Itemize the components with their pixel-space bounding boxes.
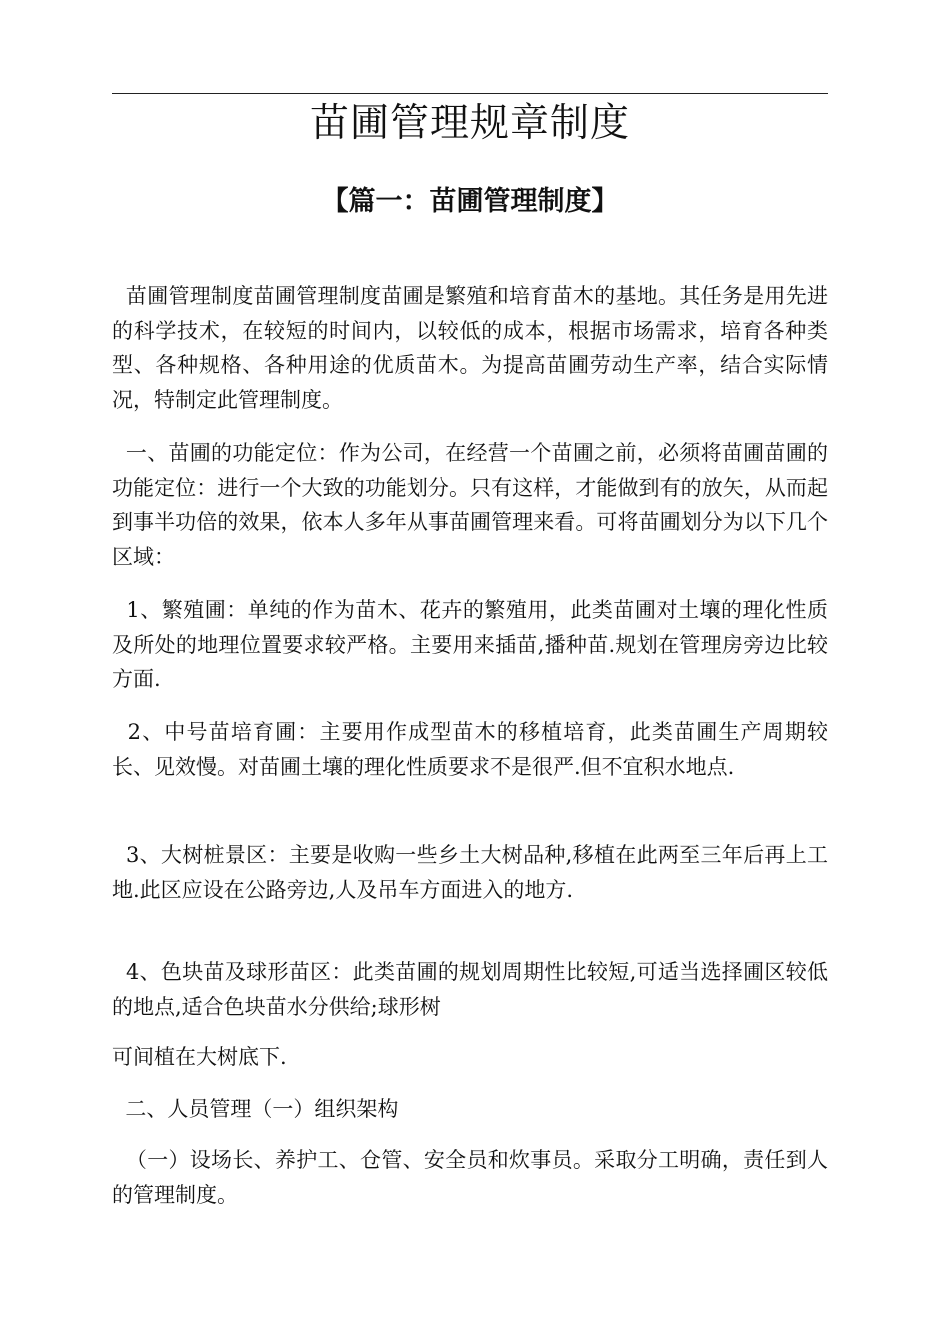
paragraph-medium-seedling-nursery: 2、中号苗培育圃：主要用作成型苗木的移植培育，此类苗圃生产周期较长、见效慢。对苗圃土壤的理化性质要求不是很严.但不宜积水地点. <box>112 720 828 779</box>
paragraph-breeding-nursery: 1、繁殖圃：单纯的作为苗木、花卉的繁殖用，此类苗圃对土壤的理化性质及所处的地理位置要求较严格。主要用来插苗,播种苗.规划在管理房旁边比较方面. <box>112 598 828 692</box>
header-rule <box>112 93 828 94</box>
section-subtitle: 【篇一：苗圃管理制度】 <box>321 186 619 217</box>
document-title: 苗圃管理规章制度 <box>309 101 630 146</box>
paragraph-large-tree-area: 3、大树桩景区：主要是收购一些乡土大树品种,移植在此两至三年后再上工地.此区应设在公路旁边,人及吊车方面进入的地方. <box>112 843 828 902</box>
paragraph-function-positioning: 一、苗圃的功能定位：作为公司，在经营一个苗圃之前，必须将苗圃苗圃的功能定位：进行一个大致的功能划分。只有这样，才能做到有的放矢，从而起到事半功倍的效果，依本人多年从事苗圃管理来看。可将苗圃划分为以下几个区域： <box>112 441 828 570</box>
paragraph-staff-roles: （一）设场长、养护工、仓管、安全员和炊事员。采取分工明确，责任到人的管理制度。 <box>112 1148 828 1207</box>
paragraph-intro: 苗圃管理制度苗圃管理制度苗圃是繁殖和培育苗木的基地。其任务是用先进的科学技术，在较短的时间内，以较低的成本，根据市场需求，培育各种类型、各种规格、各种用途的优质苗木。为提高苗圃劳动生产率，结合实际情况，特制定此管理制度。 <box>112 284 828 413</box>
paragraph-personnel-heading: 二、人员管理（一）组织架构 <box>112 1097 399 1121</box>
paragraph-continuation: 可间植在大树底下. <box>112 1045 287 1069</box>
paragraph-color-block-area: 4、色块苗及球形苗区：此类苗圃的规划周期性比较短,可适当选择圃区较低的地点,适合色块苗水分供给;球形树 <box>112 960 828 1019</box>
